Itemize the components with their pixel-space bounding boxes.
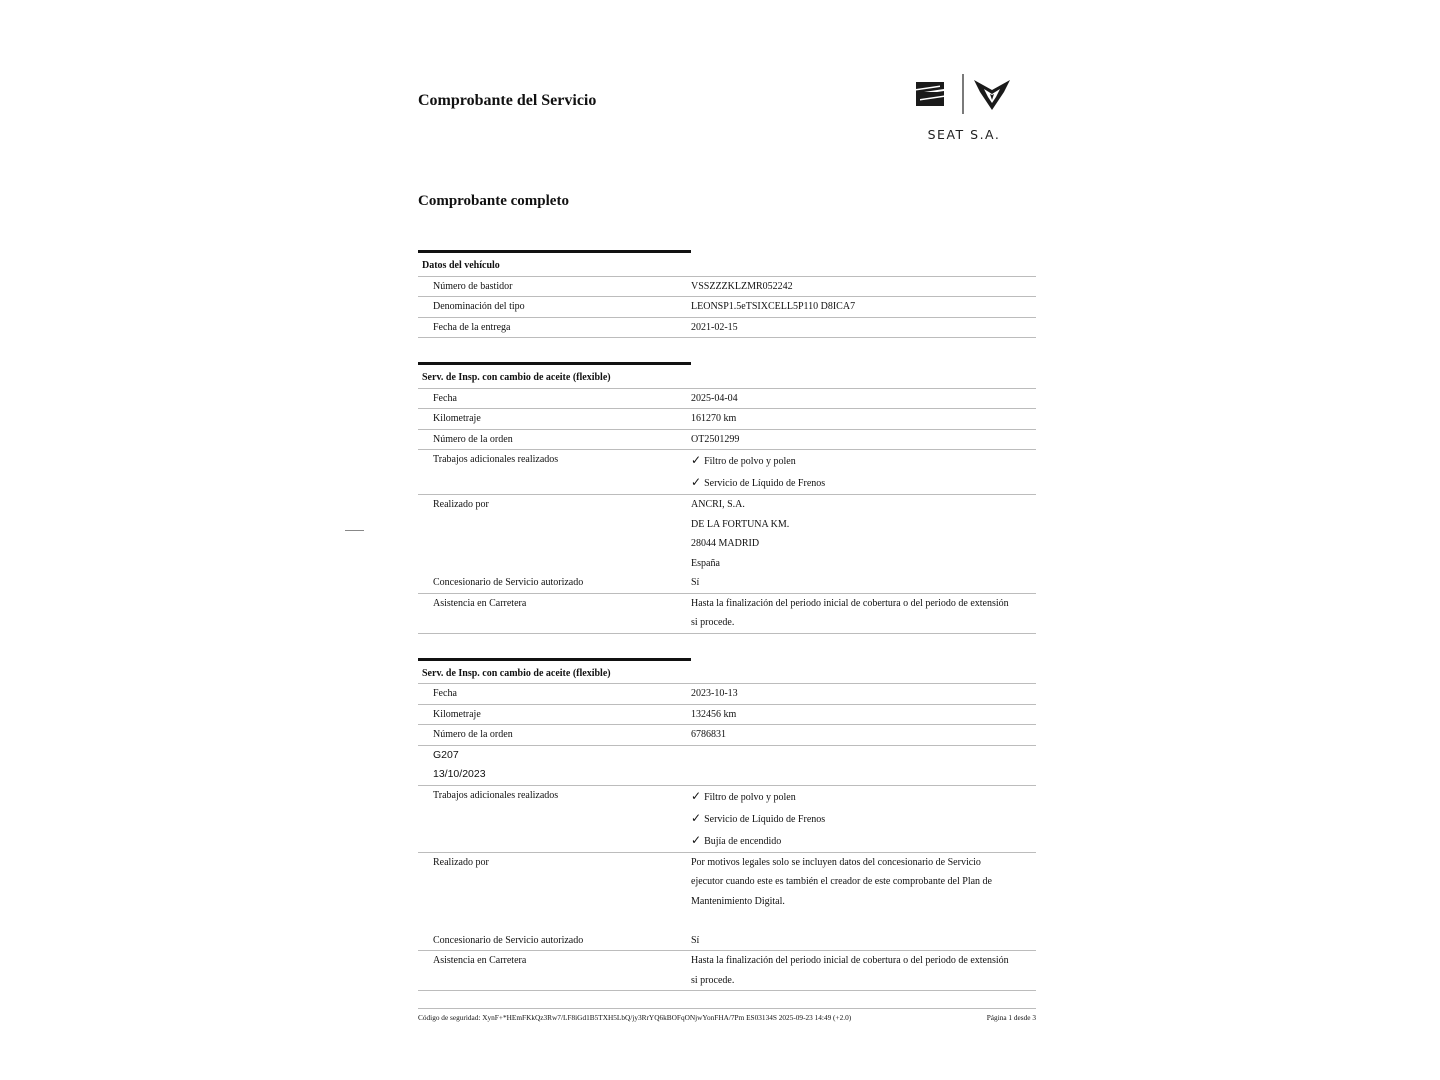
row-label: Asistencia en Carretera [433, 955, 527, 966]
heading-text: Serv. de Insp. con cambio de aceite (flexible) [422, 372, 611, 383]
page-title: Comprobante del Servicio [418, 92, 597, 109]
item-text: Servicio de Líquido de Frenos [704, 813, 826, 825]
row-label: Trabajos adicionales realizados [433, 454, 559, 465]
list-item [691, 786, 1032, 808]
margin-mark [345, 530, 364, 531]
row-value: Sí [691, 577, 700, 588]
row-value [691, 450, 1036, 494]
page-footer [418, 1008, 1036, 1022]
row-label: Fecha [433, 392, 457, 404]
row-value [691, 951, 1036, 990]
list-item [691, 830, 1032, 852]
table-row [418, 705, 1036, 726]
text-line: Mantenimiento Digital. [691, 895, 785, 907]
table-row [418, 430, 1036, 451]
row-value: Sí [691, 934, 700, 946]
row-value: 2023-10-13 [691, 688, 738, 699]
item-text: Bujía de encendido [704, 835, 782, 847]
page-number: Página 1 desde 3 [986, 1013, 1036, 1022]
text-line: Por motivos legales solo se incluyen datos del concesionario de Servicio [691, 856, 981, 868]
row-label: Realizado por [433, 856, 489, 868]
text-line: ejecutor cuando este es también el creador de este comprobante del Plan de [691, 876, 992, 887]
text-line: Hasta la finalización del periodo inicial de cobertura o del periodo de extensión [691, 597, 1009, 609]
table-row [418, 409, 1036, 430]
text-line [691, 911, 1032, 931]
row-label: Kilometraje [433, 708, 481, 720]
section-heading [418, 253, 1036, 277]
row-label: Concesionario de Servicio autorizado [433, 577, 584, 588]
row-label: Denominación del tipo [433, 301, 525, 312]
heading-text: Serv. de Insp. con cambio de aceite (flexible) [422, 667, 611, 679]
address-line: ANCRI, S.A. [691, 499, 745, 510]
table-row [418, 853, 1036, 931]
text-line: Hasta la finalización del periodo inicial de cobertura o del periodo de extensión [691, 955, 1009, 966]
note-line: 13/10/2023 [433, 768, 486, 780]
checkmark-icon: ✓ [691, 453, 702, 467]
item-text: Filtro de polvo y polen [704, 456, 796, 467]
checkmark-icon: ✓ [691, 475, 702, 489]
table-row [418, 297, 1036, 318]
row-label: Kilometraje [433, 413, 481, 424]
seat-logo-icon [916, 82, 944, 106]
table-row [418, 389, 1036, 410]
row-value: 6786831 [691, 729, 726, 740]
table-row [418, 594, 1036, 634]
order-note [418, 746, 1036, 786]
row-value: 2025-04-04 [691, 392, 738, 404]
row-label: Concesionario de Servicio autorizado [433, 934, 584, 946]
table-row [418, 951, 1036, 991]
table-row [418, 684, 1036, 705]
row-label: Fecha [433, 688, 457, 699]
table-row [418, 450, 1036, 495]
checkmark-icon: ✓ [691, 810, 702, 825]
security-code: Código de seguridad: XynF+*HEmFKkQz3Rw7/LF8iGd1B5TXH5LbQ/jy3RrYQ6kBOFqONjwYonFHA/7Pm ES03134S 2025-09-23 14:49 (+2.0) [418, 1013, 852, 1022]
row-label: Número de bastidor [433, 280, 513, 292]
section-heading [418, 365, 1036, 389]
row-value: 161270 km [691, 413, 737, 424]
row-value [691, 495, 1036, 573]
list-item [691, 808, 1032, 830]
vehicle-section [418, 250, 1036, 338]
row-label: Número de la orden [433, 433, 513, 445]
list-item [691, 450, 1032, 472]
row-value [691, 594, 1036, 633]
text-line: si procede. [691, 974, 735, 986]
row-value [691, 786, 1036, 852]
row-value: VSSZZZKLZMR052242 [691, 280, 793, 292]
text-line: si procede. [691, 617, 735, 628]
section-heading [418, 661, 1036, 685]
address-line: 28044 MADRID [691, 538, 760, 549]
row-label: Trabajos adicionales realizados [433, 789, 559, 801]
table-row [418, 495, 1036, 573]
row-value: OT2501299 [691, 433, 740, 445]
note-line: G207 [433, 748, 459, 761]
checkmark-icon: ✓ [691, 832, 702, 847]
row-value: LEONSP1.5eTSIXCELL5P110 D8ICA7 [691, 301, 856, 312]
table-row [418, 931, 1036, 952]
service-section-1 [418, 362, 1036, 634]
table-row [418, 786, 1036, 853]
company-name: SEAT S.A. [927, 127, 1001, 142]
table-row [418, 725, 1036, 746]
service-section-2 [418, 658, 1036, 992]
table-row [418, 573, 1036, 594]
checkmark-icon: ✓ [691, 788, 702, 803]
address-line: España [691, 557, 720, 569]
address-line: DE LA FORTUNA KM. [691, 518, 790, 530]
sections [418, 250, 1036, 1015]
item-text: Servicio de Líquido de Frenos [704, 478, 826, 489]
row-label: Fecha de la entrega [433, 321, 511, 333]
row-label: Asistencia en Carretera [433, 597, 527, 609]
item-text: Filtro de polvo y polen [704, 791, 796, 803]
row-value [691, 853, 1036, 931]
row-value: 132456 km [691, 708, 737, 720]
document-subtitle: Comprobante completo [418, 193, 569, 209]
table-row [418, 277, 1036, 298]
row-label: Realizado por [433, 499, 489, 510]
row-value: 2021-02-15 [691, 321, 738, 333]
heading-text: Datos del vehículo [422, 260, 500, 271]
table-row [418, 318, 1036, 339]
list-item [691, 472, 1032, 494]
cupra-logo-icon [974, 80, 1010, 110]
row-label: Número de la orden [433, 729, 513, 740]
